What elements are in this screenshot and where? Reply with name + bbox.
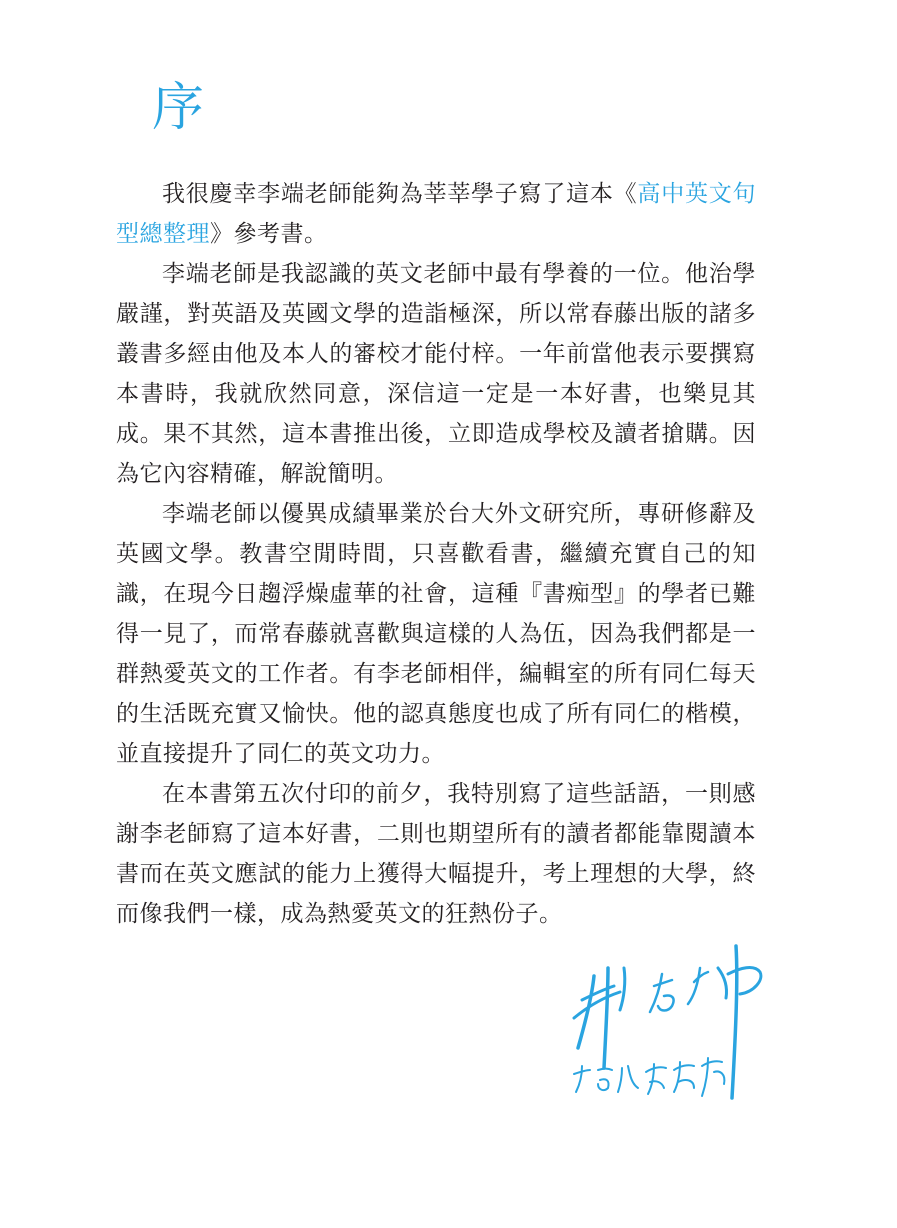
paragraph-2: 李端老師是我認識的英文老師中最有學養的一位。他治學嚴謹，對英語及英國文學的造詣極深，所以常春藤出版的諸多叢書多經由他及本人的審校才能付梓。一年前當他表示要撰寫本書時，我就欣然同意，深信這一定是一本好書，也樂見其成。果不其然，這本書推出後，立即造成學校及讀者搶購。因為它內容精確，解說簡明。 — [116, 261, 756, 487]
paragraph-1-tail: 》參考書。 — [210, 221, 328, 247]
book-title: 高中英文句型總整理 — [116, 181, 757, 247]
page-title: 序 — [152, 78, 205, 138]
paragraph-4: 在本書第五次付印的前夕，我特別寫了這些話語，一則感謝李老師寫了這本好書，二則也期望所有的讀者都能靠閱讀本書而在英文應試的能力上獲得大幅提升，考上理想的大學，終而像我們一樣，成為熱愛英文的狂熱份子。 — [116, 781, 756, 927]
paragraph-1 — [116, 174, 756, 254]
preface-body — [116, 174, 756, 934]
paragraph-3: 李端老師以優異成績畢業於台大外文研究所，專研修辭及英國文學。教書空閒時間，只喜歡看書，繼續充實自己的知識，在現今日趨浮燥虛華的社會，這種『書痴型』的學者已難得一見了，而常春藤就喜歡與這樣的人為伍，因為我們都是一群熱愛英文的工作者。有李老師相伴，編輯室的所有同仁每天的生活既充實又愉快。他的認真態度也成了所有同仁的楷模，並直接提升了同仁的英文功力。 — [116, 501, 756, 767]
author-signature — [568, 938, 768, 1108]
paragraph-1-lead: 我很慶幸李端老師能夠為莘莘學子寫了這本《 — [162, 181, 638, 207]
